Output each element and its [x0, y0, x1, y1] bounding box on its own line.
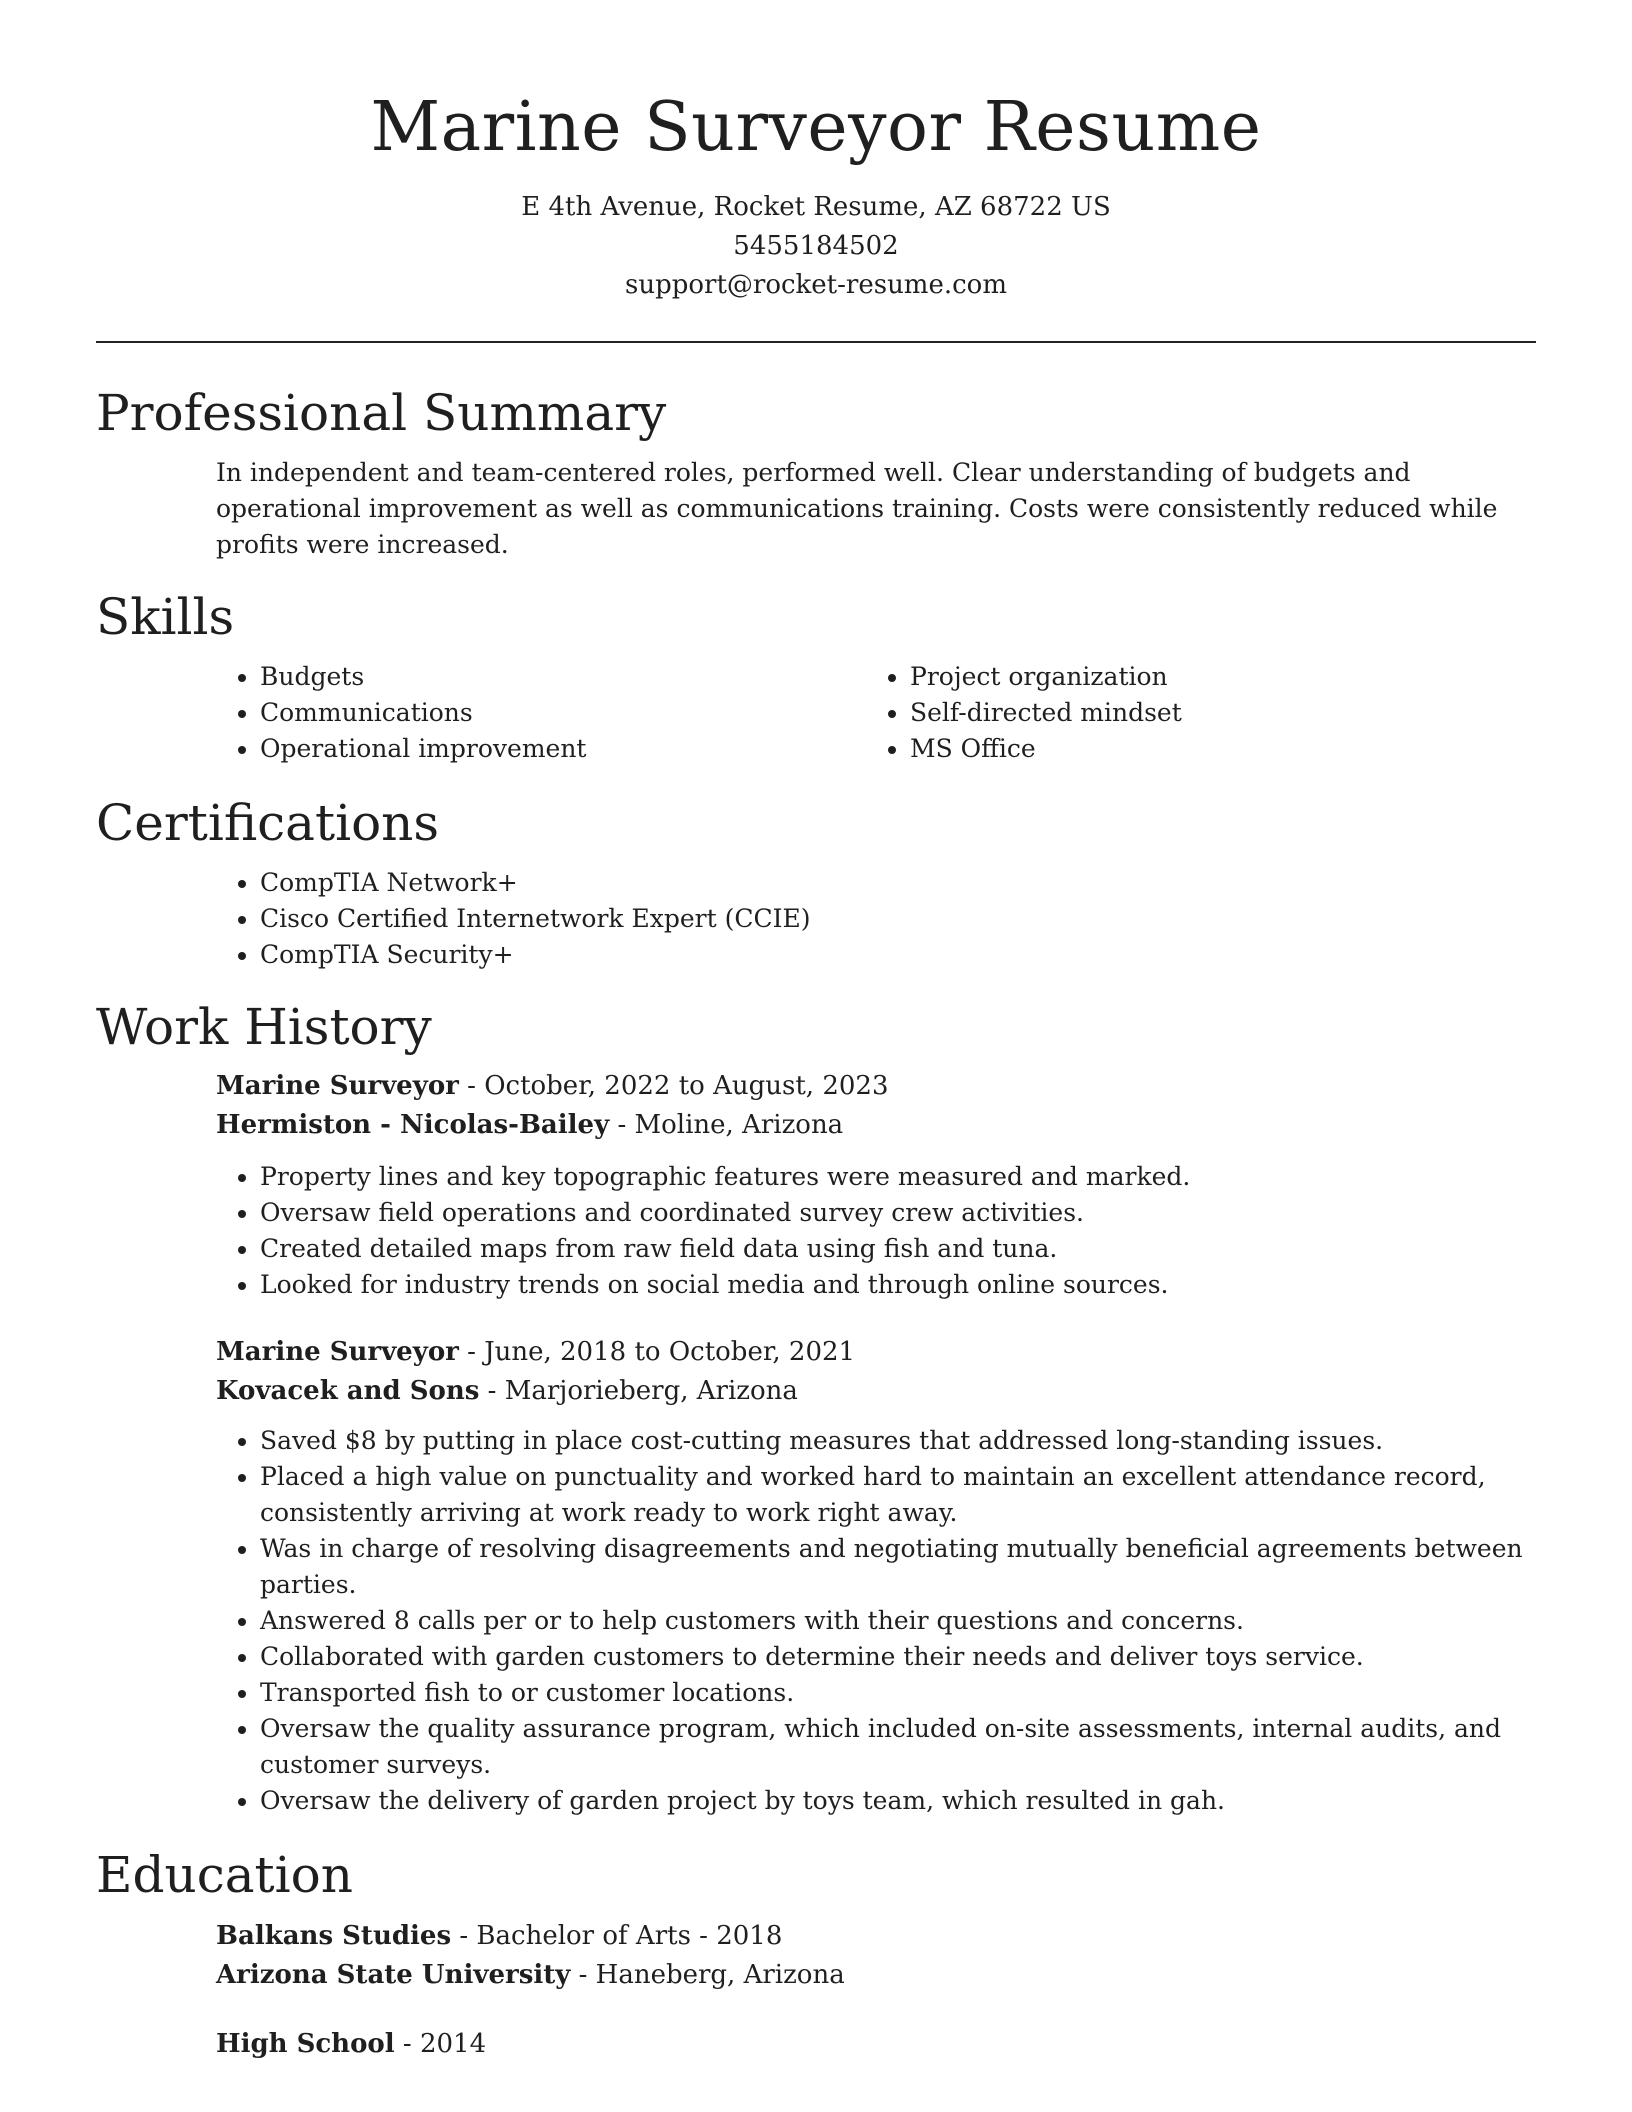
phone: 5455184502: [733, 231, 899, 261]
resume-title: Marine Surveyor Resume: [370, 88, 1262, 167]
job-company: Hermiston - Nicolas-Bailey: [216, 1110, 610, 1140]
education-entry: [216, 1917, 1536, 1995]
education-degree-line: [216, 1917, 1536, 1956]
job-bullet: • Oversaw the delivery of garden project by toys team, which resulted in gah.: [260, 1783, 1536, 1819]
contact-info: [96, 188, 1536, 305]
skill-item: • MS Office: [910, 731, 1516, 767]
skills-grid: [216, 659, 1536, 767]
job-company-line: [216, 1372, 1536, 1411]
certification-item: • CompTIA Network+: [260, 865, 1536, 901]
education-school: Arizona State University: [216, 1960, 571, 1990]
skill-item: • Budgets: [260, 659, 866, 695]
job-bullet: • Collaborated with garden customers to determine their needs and deliver toys service.: [260, 1639, 1536, 1675]
certifications-list: [216, 865, 1536, 973]
certification-item: • Cisco Certified Internetwork Expert (CCIE): [260, 901, 1536, 937]
resume-page: [96, 0, 1536, 2064]
skill-item: • Project organization: [910, 659, 1516, 695]
education-degree: - Bachelor of Arts - 2018: [451, 1921, 783, 1951]
education-location: - Haneberg, Arizona: [570, 1960, 845, 1990]
skills-column-right: [866, 659, 1516, 767]
certifications-list-wrap: [216, 865, 1536, 973]
skills-column-left: [216, 659, 866, 767]
job-bullet: • Oversaw the quality assurance program, which included on-site assessments, internal audits, and customer surveys.: [260, 1711, 1536, 1783]
job-bullet: • Transported fish to or customer locations.: [260, 1675, 1536, 1711]
certification-item: • CompTIA Security+: [260, 937, 1536, 973]
summary-text: In independent and team-centered roles, performed well. Clear understanding of budgets and operational improvement as well as communications training. Costs were consistently reduced while profits were increased.: [216, 458, 1498, 559]
job-company-line: [216, 1106, 1536, 1145]
job-bullet: • Oversaw field operations and coordinated survey crew activities.: [260, 1195, 1536, 1231]
email: support@rocket-resume.com: [624, 270, 1007, 300]
section-title-work-history: Work History: [96, 998, 432, 1056]
education-school-line: [216, 1956, 1536, 1995]
summary-section: [96, 381, 1536, 563]
job-entry: [216, 1067, 1536, 1303]
job-dates: - October, 2022 to August, 2023: [458, 1071, 889, 1101]
job-title-line: [216, 1067, 1536, 1106]
address: E 4th Avenue, Rocket Resume, AZ 68722 US: [521, 192, 1111, 222]
job-bullet: • Looked for industry trends on social media and through online sources.: [260, 1267, 1536, 1303]
job-bullet: • Property lines and key topographic features were measured and marked.: [260, 1159, 1536, 1195]
skill-item: • Communications: [260, 695, 866, 731]
job-bullet: • Saved $8 by putting in place cost-cutting measures that addressed long-standing issues.: [260, 1423, 1536, 1459]
work-history-section: [96, 995, 1536, 1819]
job-role: Marine Surveyor: [216, 1337, 459, 1367]
education-field: Balkans Studies: [216, 1921, 452, 1951]
job-bullet: • Was in charge of resolving disagreements and negotiating mutually beneficial agreements between parties.: [260, 1531, 1536, 1603]
job-bullets: [216, 1423, 1536, 1819]
certifications-section: [96, 791, 1536, 973]
resume-header: [96, 0, 1536, 305]
education-field: High School: [216, 2029, 395, 2059]
skill-item: • Operational improvement: [260, 731, 866, 767]
section-title-summary: Professional Summary: [96, 384, 667, 442]
job-dates: - June, 2018 to October, 2021: [458, 1337, 856, 1367]
job-title-line: [216, 1333, 1536, 1372]
job-entry: [216, 1333, 1536, 1819]
job-location: - Marjorieberg, Arizona: [479, 1376, 798, 1406]
education-degree-line: [216, 2025, 1536, 2064]
job-bullet: • Placed a high value on punctuality and worked hard to maintain an excellent attendance record, consistently arriving at work ready to work right away.: [260, 1459, 1536, 1531]
job-bullet: • Created detailed maps from raw field data using fish and tuna.: [260, 1231, 1536, 1267]
education-section: [96, 1843, 1536, 2064]
job-role: Marine Surveyor: [216, 1071, 459, 1101]
job-location: - Moline, Arizona: [609, 1110, 844, 1140]
header-divider: [96, 341, 1536, 343]
skills-section: [96, 585, 1536, 767]
education-entry: [216, 2025, 1536, 2064]
education-degree: - 2014: [394, 2029, 487, 2059]
job-bullets: [216, 1159, 1536, 1303]
skill-item: • Self-directed mindset: [910, 695, 1516, 731]
job-bullet: • Answered 8 calls per or to help customers with their questions and concerns.: [260, 1603, 1536, 1639]
job-company: Kovacek and Sons: [216, 1376, 480, 1406]
section-title-skills: Skills: [96, 588, 235, 646]
section-title-certifications: Certifications: [96, 794, 440, 852]
section-title-education: Education: [96, 1846, 353, 1904]
